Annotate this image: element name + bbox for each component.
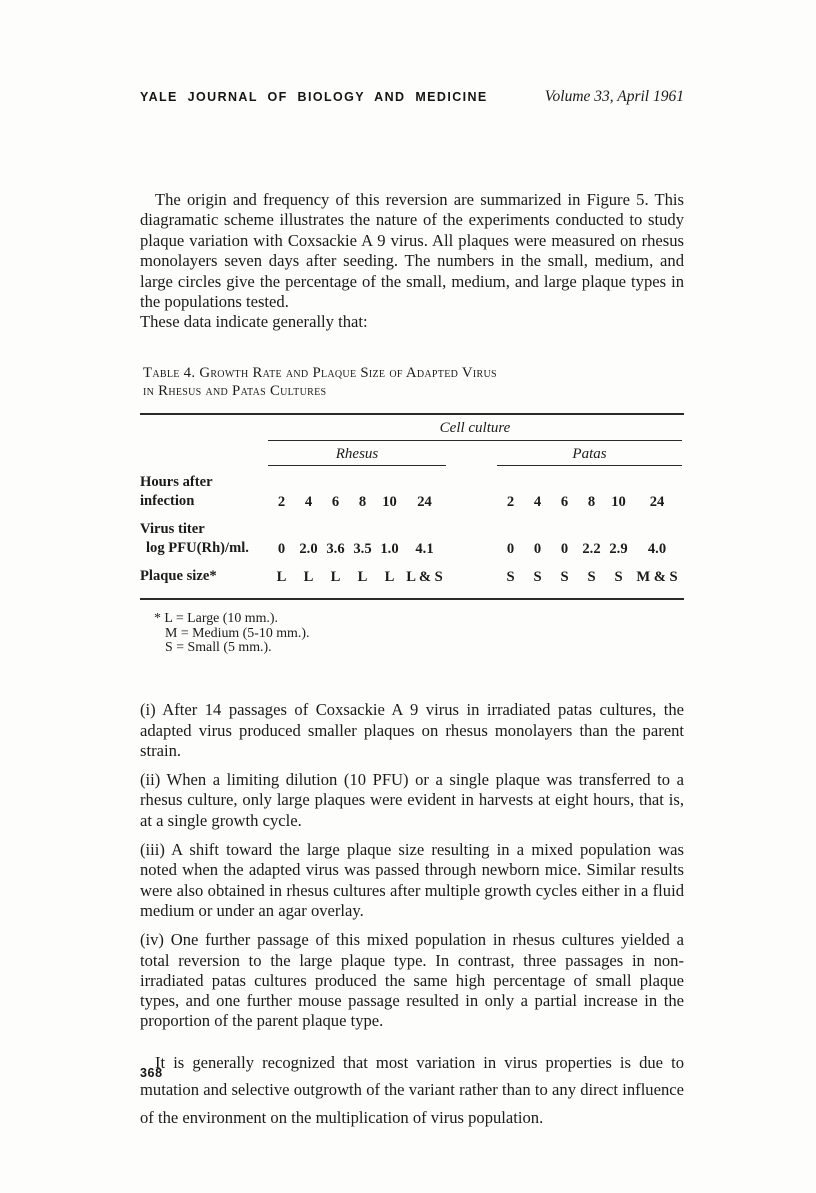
table-cell: L xyxy=(357,568,368,585)
footnote-large: * L = Large (10 mm.). xyxy=(154,610,278,626)
table-row-plaque-size xyxy=(140,567,684,586)
row-label-line: log PFU(Rh)/ml. xyxy=(146,539,249,556)
table-cell: 4 xyxy=(533,493,542,510)
table-cell: S xyxy=(506,568,515,585)
table-spanner-cell-culture: Cell culture xyxy=(268,420,682,441)
table-cell: 2.0 xyxy=(299,540,318,557)
row-label-line: Hours after xyxy=(140,473,213,490)
row-label-virus-titer xyxy=(140,520,268,558)
table-4-block xyxy=(140,364,684,656)
table-cell: 2.9 xyxy=(609,540,628,557)
table-footnotes xyxy=(154,612,684,656)
table-cell: 24 xyxy=(417,493,432,510)
finding-i: (i) After 14 passages of Coxsackie A 9 virus in irradiated patas cultures, the adapted virus produced smaller plaques on rhesus monolayers than the parent strain. xyxy=(140,700,684,760)
table-cell: 0 xyxy=(277,540,286,557)
table-cell: 2 xyxy=(506,493,515,510)
table-cell: L & S xyxy=(406,568,443,585)
volume-info: Volume 33, April 1961 xyxy=(544,88,684,105)
intro-closing-line: These data indicate generally that: xyxy=(140,312,368,332)
table-cell: L xyxy=(276,568,287,585)
closing-paragraph: It is generally recognized that most variation in virus properties is due to mutation and selective outgrowth of the variant rather than to any direct influence of the environment on the multiplication of virus population. xyxy=(140,1052,684,1127)
row-label-line: infection xyxy=(140,492,195,509)
table-cell: 4.0 xyxy=(647,540,667,557)
table-cell: 4 xyxy=(304,493,313,510)
table-cell: 6 xyxy=(560,493,569,510)
table-caption xyxy=(143,364,684,401)
table-cell: S xyxy=(533,568,542,585)
row-label-plaque-size xyxy=(140,567,268,586)
page-content xyxy=(140,190,684,1131)
table-cell: S xyxy=(614,568,623,585)
table-cell: M & S xyxy=(636,568,678,585)
row-label-hours xyxy=(140,473,268,511)
table-row-hours xyxy=(140,473,684,511)
table-spanner-row xyxy=(140,420,684,441)
table-cell: L xyxy=(384,568,395,585)
table-cell: 24 xyxy=(649,493,665,510)
table-cell: 0 xyxy=(560,540,569,557)
group-header-patas: Patas xyxy=(497,446,682,466)
findings-list xyxy=(140,700,684,1031)
intro-paragraph: The origin and frequency of this reversion are summarized in Figure 5. This diagramatic scheme illustrates the nature of the experiments conducted to study plaque variation with Coxsackie A 9 virus. All plaques were measured on rhesus monolayers seven days after seeding. The numbers in the small, medium, and large circles give the percentage of the small, medium, and large plaque types in the populations tested. xyxy=(140,190,684,312)
row-label-line: Virus titer xyxy=(140,520,205,537)
table-4 xyxy=(140,413,684,600)
row-label-line: Plaque size* xyxy=(140,567,217,584)
table-cell: 0 xyxy=(506,540,515,557)
table-cell: S xyxy=(587,568,596,585)
table-caption-line2: in Rhesus and Patas Cultures xyxy=(143,383,327,400)
table-cell: L xyxy=(330,568,341,585)
table-cell: 8 xyxy=(587,493,596,510)
table-cell: 4.1 xyxy=(415,540,434,557)
finding-ii: (ii) When a limiting dilution (10 PFU) or a single plaque was transferred to a rhesus culture, only large plaques were evident in harvests at eight hours, that is, at a single growth cycle. xyxy=(140,770,684,830)
table-cell: 3.5 xyxy=(353,540,372,557)
table-cell: 0 xyxy=(533,540,542,557)
group-header-rhesus: Rhesus xyxy=(268,446,446,466)
table-cell: 2.2 xyxy=(582,540,601,557)
table-row-virus-titer xyxy=(140,520,684,558)
table-group-header-row xyxy=(140,446,684,466)
table-cell: 8 xyxy=(358,493,367,510)
finding-iv: (iv) One further passage of this mixed population in rhesus cultures yielded a total reversion to the large plaque type. In contrast, three passages in non-irradiated patas cultures produced the same high percentage of small plaque types, and one further mouse passage resulted in only a partial increase in the proportion of the parent plaque type. xyxy=(140,930,684,1031)
table-cell: S xyxy=(560,568,569,585)
table-cell: 1.0 xyxy=(380,540,399,557)
table-cell: L xyxy=(303,568,314,585)
table-cell: 10 xyxy=(611,493,626,510)
journal-title: YALE JOURNAL OF BIOLOGY AND MEDICINE xyxy=(140,90,488,104)
table-cell: 6 xyxy=(331,493,340,510)
table-cell: 2 xyxy=(277,493,286,510)
footnote-medium: M = Medium (5-10 mm.). xyxy=(165,625,310,641)
page-number: 368 xyxy=(140,1066,163,1080)
table-cell: 3.6 xyxy=(326,540,345,557)
table-cell: 10 xyxy=(382,493,397,510)
footnote-small: S = Small (5 mm.). xyxy=(165,640,272,656)
finding-iii: (iii) A shift toward the large plaque size resulting in a mixed population was noted when the adapted virus was passed through newborn mice. Similar results were also obtained in rhesus cultures after multiple growth cycles either in a fluid medium or under an agar overlay. xyxy=(140,840,684,920)
table-caption-line1: Table 4. Growth Rate and Plaque Size of Adapted Virus xyxy=(143,364,497,381)
running-head xyxy=(140,88,684,106)
